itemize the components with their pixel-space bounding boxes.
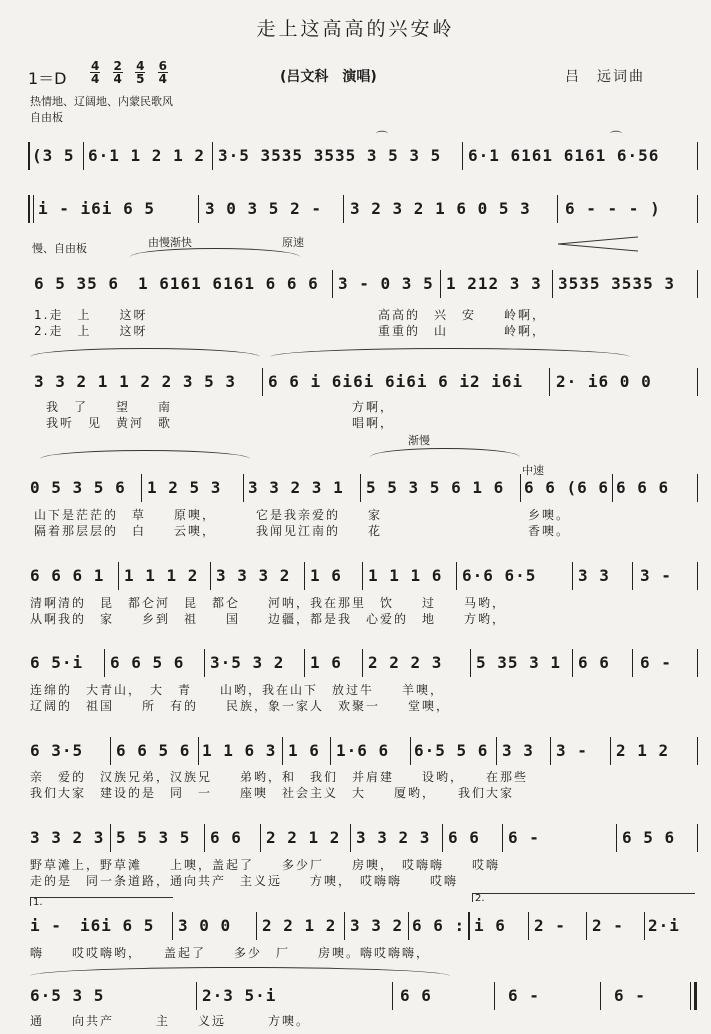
style-marking: 热情地、辽阔地、内蒙民歌风 — [30, 95, 173, 108]
measure: 1 2 5 3 — [147, 478, 222, 497]
measure: 6 - — [640, 653, 672, 672]
measure: 6 6 5 6 — [110, 653, 185, 672]
volta-2: 2. — [472, 893, 695, 902]
time-signatures — [90, 60, 176, 86]
staff-line-8 — [0, 735, 711, 767]
measure: 3·5 3 2 — [210, 653, 285, 672]
key-signature: 1＝D — [28, 69, 67, 88]
measure: 3·5 3535 3535 3 5 3 5 — [218, 146, 442, 165]
measure: 1·6 6 — [336, 741, 390, 760]
measure: 6 6 — [210, 828, 242, 847]
staff-line-3 — [0, 268, 711, 300]
measure: 3 3 2 — [350, 916, 404, 935]
measure: 1 1 6 3 — [202, 741, 277, 760]
measure: 6 - - - ) — [565, 199, 661, 218]
measure: 3 3 — [502, 741, 534, 760]
meter-1: $\frac{4}{4}$ — [91, 59, 100, 86]
tempo-marking: 自由板 — [30, 111, 63, 124]
measure: (3 5 — [32, 146, 75, 165]
measure: 2 2 2 3 — [368, 653, 443, 672]
measure: 3 - — [640, 566, 672, 585]
lyric-verse-1: 我 了 望 南 — [46, 400, 173, 414]
rit-mark: 渐慢 — [408, 434, 430, 447]
lyric-verse-1: 亲 爱的 汉族兄弟，汉族兄 弟哟，和 我们 并肩建 设哟， 在那些 — [30, 770, 529, 784]
lyric-verse-2: 我听 见 黄河 歌 — [46, 416, 173, 430]
free-tempo-mark: 慢、自由板 — [32, 242, 87, 255]
meter-2: $\frac{2}{4}$ — [113, 59, 122, 86]
measure: 6 5 35 6 — [34, 274, 120, 293]
lyric-verse-2: 我闻见江南的 花 — [256, 524, 383, 538]
measure: 1 1 1 6 — [368, 566, 443, 585]
lyric-verse-2: 走的是 同一条道路，通向共产 主义远 方噢， 哎嗨嗨 哎嗨 — [30, 874, 459, 888]
measure: 2 1 2 — [616, 741, 670, 760]
measure: 6 6 — [448, 828, 480, 847]
slur — [370, 448, 520, 457]
measure: 6 6 : — [412, 916, 466, 935]
measure: 6 6 (6 6 — [524, 478, 610, 497]
measure: 2 - — [592, 916, 624, 935]
measure: 3 0 3 5 2 - — [205, 199, 322, 218]
slur — [270, 348, 630, 357]
measure: 2 2 1 2 — [266, 828, 341, 847]
credits: 吕 远词曲 — [565, 69, 645, 85]
medium-tempo-mark: 中速 — [522, 464, 544, 477]
lyric-verse-1: 山下是茫茫的 草 原噢， — [34, 508, 217, 522]
measure: 6 6 — [400, 986, 432, 1005]
staff-line-7 — [0, 647, 711, 679]
lyric-verse-1: 高高的 兴 安 岭啊， — [378, 308, 547, 322]
measure: 6·5 5 6 — [414, 741, 489, 760]
measure: i 6 — [474, 916, 506, 935]
measure: 6 - — [508, 828, 540, 847]
lyric-verse-2: 从啊我的 家 乡到 祖 国 边疆，都是我 心爱的 地 方哟， — [30, 612, 507, 626]
slur — [30, 967, 450, 976]
lyric-verse-1: 乡噢。 — [528, 508, 571, 522]
measure: 3 2 3 2 1 6 0 5 3 — [350, 199, 531, 218]
lyric-verse-1: 野草滩上，野草滩 上噢，盖起了 多少厂 房噢， 哎嗨嗨 哎嗨 — [30, 858, 501, 872]
measure: 5 5 3 5 — [116, 828, 191, 847]
fermata-icon: ⌒ — [610, 130, 623, 144]
performer: (吕文科 演唱) — [280, 69, 377, 85]
measure: 3535 3535 3 — [558, 274, 675, 293]
measure: 3 3 2 3 — [356, 828, 431, 847]
measure: 6 3·5 — [30, 741, 84, 760]
measure: 6 - — [614, 986, 646, 1005]
lyric-line: 通 向共产 主 义远 方噢。 — [30, 1014, 311, 1028]
staff-line-5 — [0, 472, 711, 504]
measure: 3 0 0 — [178, 916, 232, 935]
measure: 0 5 3 5 6 — [30, 478, 126, 497]
measure: 6 6 — [578, 653, 610, 672]
lyric-verse-2: 唱啊， — [352, 416, 395, 430]
measure: 6 6 i 6i6i 6i6i 6 i2 i6i — [268, 372, 524, 391]
measure: 6 6 5 6 — [116, 741, 191, 760]
measure: 1 6 — [288, 741, 320, 760]
measure: 2·3 5·i — [202, 986, 277, 1005]
measure: 5 35 3 1 — [476, 653, 562, 672]
staff-line-4 — [0, 366, 711, 398]
lyric-verse-2: 2.走 上 这呀 — [34, 324, 148, 338]
accel-mark: 由慢渐快 — [148, 236, 192, 249]
measure: 6·5 3 5 — [30, 986, 105, 1005]
measure: 2· i6 0 0 — [556, 372, 652, 391]
lyric-verse-1: 连绵的 大青山， 大 青 山哟，我在山下 放过牛 羊噢， — [30, 683, 445, 697]
measure: 6·6 6·5 — [462, 566, 537, 585]
measure: 3 - 0 3 5 — [338, 274, 434, 293]
meter-4: $\frac{6}{4}$ — [158, 59, 167, 86]
volta-1: 1. — [30, 897, 173, 906]
fermata-icon: ⌒ — [376, 130, 389, 144]
measure: 6 5·i — [30, 653, 84, 672]
measure: 1 212 3 3 — [446, 274, 542, 293]
staff-line-2 — [0, 193, 711, 225]
lyric-verse-2: 辽阔的 祖国 所 有的 民族，象一家人 欢聚一 堂噢， — [30, 699, 451, 713]
measure: 3 3 2 3 — [30, 828, 105, 847]
measure: 6 6 6 — [616, 478, 670, 497]
measure: 3 3 — [578, 566, 610, 585]
measure: 2 - — [534, 916, 566, 935]
lyric-verse-1: 1.走 上 这呀 — [34, 308, 148, 322]
lyric-verse-1: 清啊清的 昆 都仑河 昆 都仑 河呐，我在那里 饮 过 马哟， — [30, 596, 507, 610]
measure: 2·i — [648, 916, 680, 935]
measure: 3 3 2 3 1 — [248, 478, 344, 497]
measure: 3 3 3 2 — [216, 566, 291, 585]
measure: 6 5 6 — [622, 828, 676, 847]
measure: 6·1 6161 6161 6·56 — [468, 146, 660, 165]
slur — [30, 348, 260, 357]
lyric-verse-2: 香噢。 — [528, 524, 571, 538]
measure: i - i6i 6 5 — [38, 199, 155, 218]
staff-line-6 — [0, 560, 711, 592]
staff-line-9 — [0, 822, 711, 854]
measure: 6 6 6 1 — [30, 566, 105, 585]
measure: 3 3 2 1 1 2 2 3 5 3 — [34, 372, 237, 391]
lyric-verse-1: 它是我亲爱的 家 — [256, 508, 383, 522]
measure: 1 1 1 2 — [124, 566, 199, 585]
lyric-verse-1: 方啊， — [352, 400, 395, 414]
song-title: 走上这高高的兴安岭 — [256, 18, 455, 40]
measure: i - — [30, 916, 62, 935]
measure: 6·1 1 2 1 2 — [88, 146, 205, 165]
crescendo-icon — [558, 236, 638, 252]
staff-line-1 — [0, 140, 711, 172]
measure: i6i 6 5 — [80, 916, 155, 935]
lyric-verse-2: 我们大家 建设的是 同 一 座噢 社会主义 大 厦哟， 我们大家 — [30, 786, 515, 800]
measure: 1 6 — [310, 566, 342, 585]
lyric-verse-2: 重重的 山 岭啊， — [378, 324, 547, 338]
meter-3: $\frac{4}{5}$ — [136, 59, 145, 86]
staff-line-10 — [0, 910, 711, 942]
measure: 1 6 — [310, 653, 342, 672]
tempo-original-mark: 原速 — [282, 236, 304, 249]
measure: 6 - — [508, 986, 540, 1005]
lyric-line: 嗨 哎哎嗨哟， 盖起了 多少 厂 房噢。嗨哎嗨嗨， — [30, 946, 431, 960]
staff-line-11 — [0, 980, 711, 1012]
measure: 1 6161 6161 6 6 6 — [138, 274, 319, 293]
measure: 5 5 3 5 6 1 6 — [366, 478, 505, 497]
slur — [40, 450, 250, 459]
measure: 2 2 1 2 — [262, 916, 337, 935]
measure: 3 - — [556, 741, 588, 760]
lyric-verse-2: 隔着那层层的 白 云噢， — [34, 524, 217, 538]
